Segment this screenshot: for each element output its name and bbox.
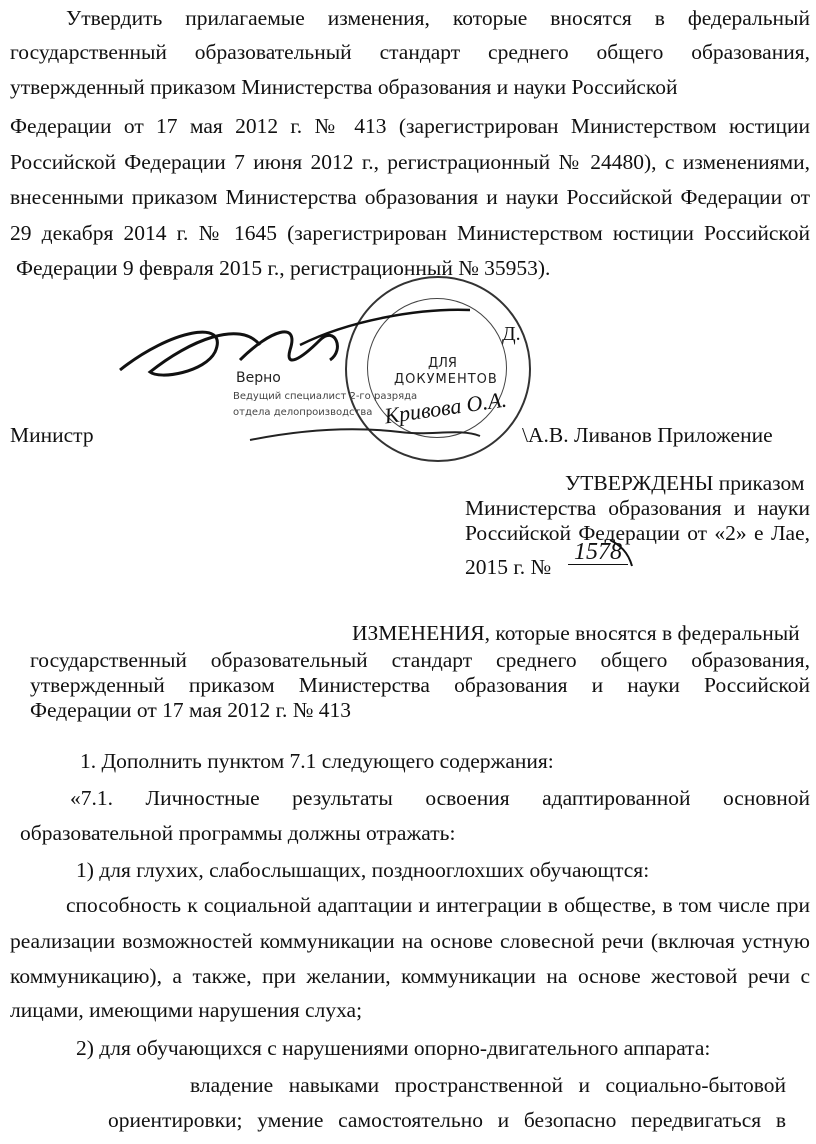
subitem-1-line-2: реализации возможностей коммуникации на основе словесной речи (включая устную (10, 929, 810, 953)
subitem-1-line-3: коммуникацию), а также, при желании, коммуникации на основе жестовой речи с (10, 964, 810, 988)
subitem-2-line-2: ориентировки; умение самостоятельно и безопасно передвигаться в (108, 1108, 786, 1132)
approval-line-4-prefix: 2015 г. № (465, 555, 552, 579)
intro-line-7: 29 декабря 2014 г. № 1645 (зарегистрирован Министерством юстиции Российской (10, 221, 810, 245)
item-1: 1. Дополнить пунктом 7.1 следующего содержания: (80, 749, 554, 773)
stamp-center-text-2: ДОКУМЕНТОВ (394, 372, 498, 387)
subitem-2-heading: 2) для обучающихся с нарушениями опорно-двигательного аппарата: (76, 1036, 711, 1060)
approval-order-number: 1578 (568, 540, 628, 565)
subitem-1-heading: 1) для глухих, слабослышащих, позднооглохших обучающтся: (76, 858, 650, 882)
verno-label: Верно (236, 370, 281, 386)
approval-line-2: Министерства образования и науки (465, 496, 810, 520)
changes-title-line-3: утвержденный приказом Министерства образования и науки Российской (30, 673, 810, 697)
stamp-center-text-1: ДЛЯ (428, 356, 457, 371)
changes-title-line-2: государственный образовательный стандарт среднего общего образования, (30, 648, 810, 672)
stray-mark: Д. (502, 323, 521, 345)
intro-line-2: государственный образовательный стандарт среднего общего образования, (10, 40, 810, 64)
intro-line-8: Федерации 9 февраля 2015 г., регистрационный № 35953). (16, 256, 551, 280)
intro-line-3: утвержденный приказом Министерства образования и науки Российской (10, 75, 678, 99)
subitem-1-line-4: лицами, имеющими нарушения слуха; (10, 998, 363, 1022)
approval-line-3: Российской Федерации от «2» е Лае, (465, 521, 810, 545)
intro-line-1: Утвердить прилагаемые изменения, которые вносятся в федеральный (66, 6, 810, 30)
minister-name-appendix: \А.В. Ливанов Приложение (522, 423, 773, 447)
changes-title-line-1: ИЗМЕНЕНИЯ, которые вносятся в федеральный (352, 621, 800, 645)
specialist-line-2: отдела делопроизводства (233, 407, 373, 418)
minister-label: Министр (10, 423, 94, 447)
specialist-line-1: Ведущий специалист 2-го разряда (233, 391, 418, 402)
intro-line-5: Российской Федерации 7 июня 2012 г., регистрационный № 24480), с изменениями, (10, 150, 810, 174)
subitem-1-line-1: способность к социальной адаптации и интеграции в обществе, в том числе при (66, 893, 810, 917)
approval-line-1: УТВЕРЖДЕНЫ приказом (565, 471, 805, 495)
subitem-2-line-1: владение навыками пространственной и социально-бытовой (190, 1073, 786, 1097)
changes-title-line-4: Федерации от 17 мая 2012 г. № 413 (30, 698, 351, 722)
intro-line-4: Федерации от 17 мая 2012 г. № 413 (зарегистрирован Министерством юстиции (10, 114, 810, 138)
intro-line-6: внесенными приказом Министерства образования и науки Российской Федерации от (10, 185, 810, 209)
paragraph-7-1-line-1: «7.1. Личностные результаты освоения адаптированной основной (70, 786, 810, 810)
paragraph-7-1-line-2: образовательной программы должны отражать: (20, 821, 456, 845)
handwritten-name: Кривова О.А. (382, 386, 509, 429)
